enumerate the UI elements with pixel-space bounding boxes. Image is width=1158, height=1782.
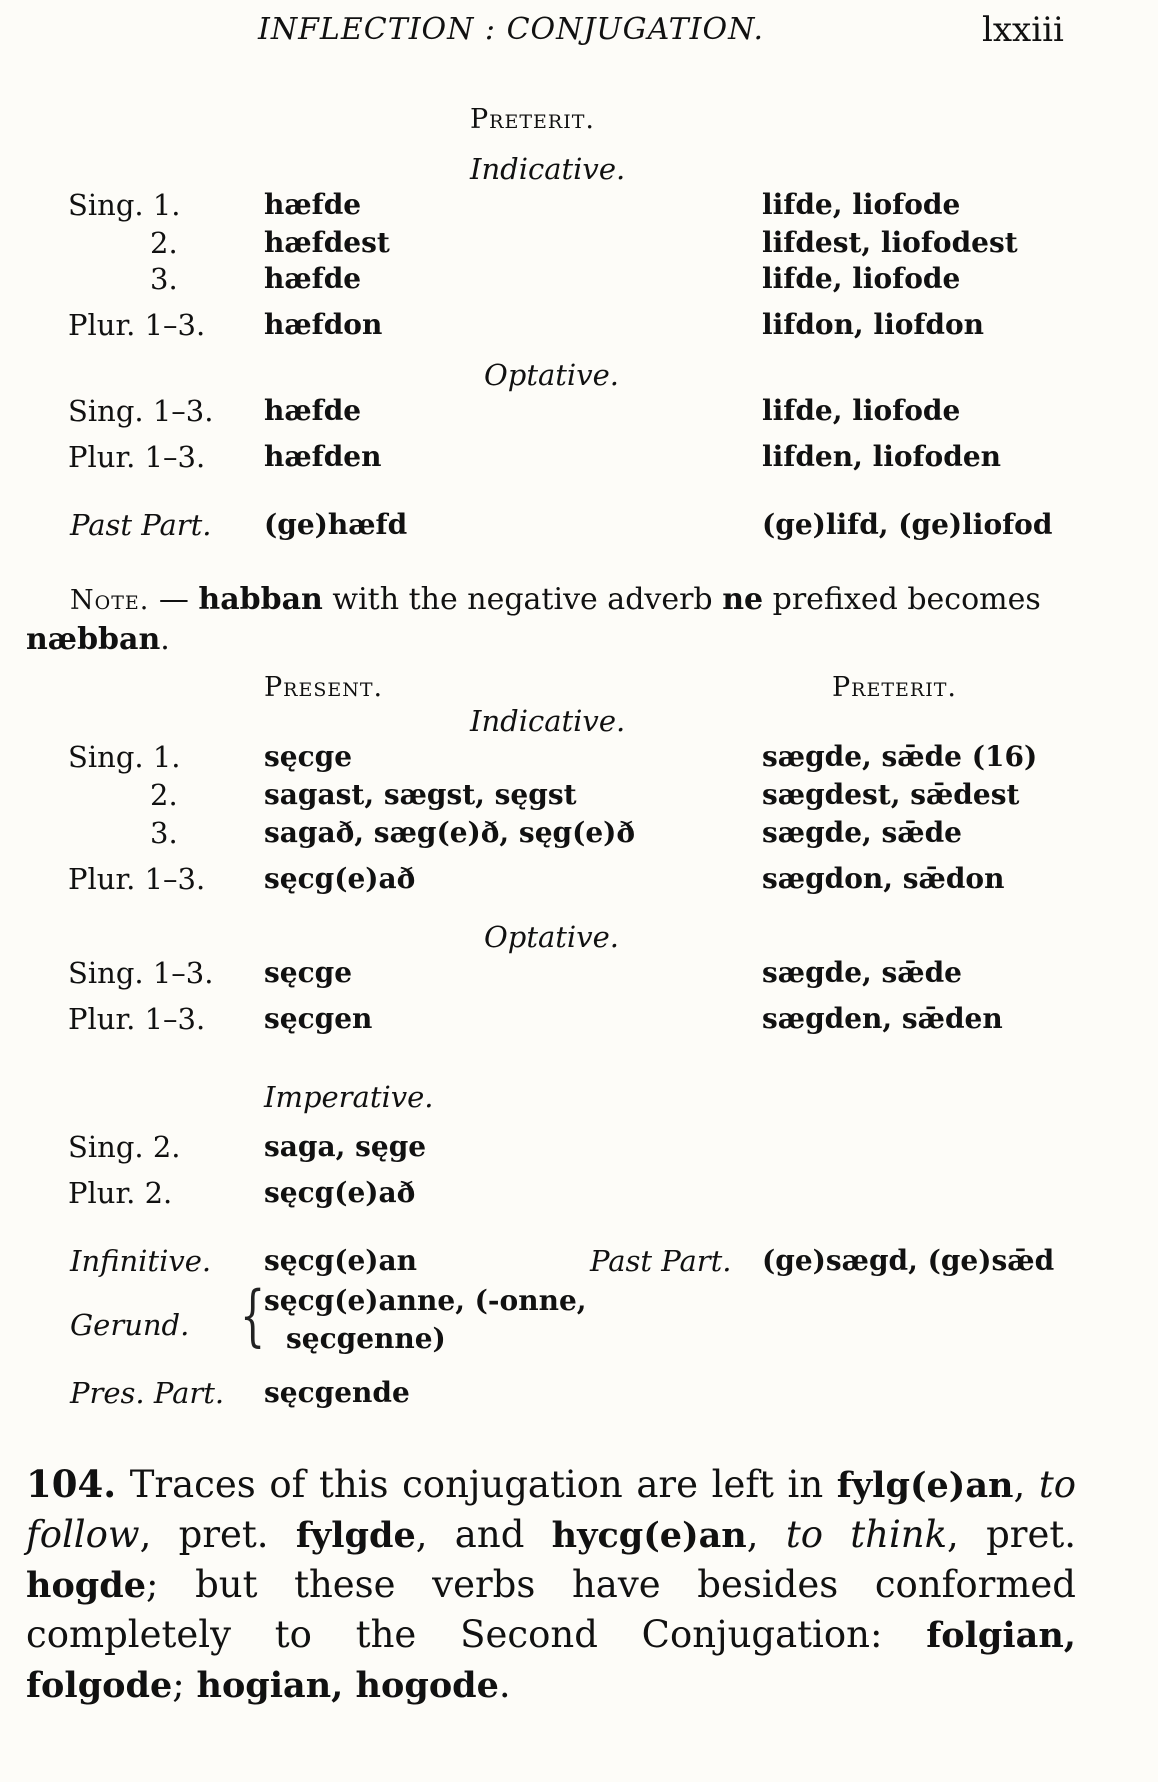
verb-form: sagast, sægst, sęgst: [264, 778, 577, 811]
para-bold: folgian, folgode: [26, 1615, 1076, 1706]
person-label: 3.: [150, 262, 178, 296]
page-number: lxxiii: [982, 10, 1064, 50]
verb-form: sęcg(e)anne, (-onne,: [264, 1284, 587, 1317]
person-label: Plur. 1–3.: [68, 308, 206, 342]
note-label: Note.: [70, 585, 150, 616]
indicative-label: Indicative.: [470, 152, 626, 186]
note-verb: habban: [198, 582, 323, 617]
note-text: with the negative adverb: [322, 582, 723, 617]
verb-form: sægde, sǣde: [762, 956, 962, 989]
note-line-1: [70, 582, 1041, 617]
preterit-heading: Preterit.: [470, 104, 595, 135]
person-label: Sing. 1.: [68, 740, 181, 774]
verb-form: sægdest, sǣdest: [762, 778, 1020, 811]
verb-form: lifdon, liofdon: [762, 308, 985, 341]
verb-form: sægden, sǣden: [762, 1002, 1003, 1035]
verb-form: lifden, liofoden: [762, 440, 1001, 473]
para-text: .: [498, 1663, 511, 1706]
note-dash: —: [149, 582, 199, 617]
verb-form: lifde, liofode: [762, 394, 961, 427]
person-label: Plur. 1–3.: [68, 1002, 206, 1036]
running-head: INFLECTION : CONJUGATION.: [258, 12, 764, 47]
person-label: Plur. 1–3.: [68, 440, 206, 474]
person-label: Plur. 1–3.: [68, 862, 206, 896]
verb-form: sægde, sǣde: [762, 816, 962, 849]
para-text: , pret.: [947, 1513, 1076, 1556]
verb-form: (ge)lifd, (ge)liofod: [762, 508, 1053, 541]
para-text: , and: [415, 1513, 552, 1556]
present-heading: Present.: [264, 672, 384, 703]
verb-form: hæfde: [264, 394, 362, 427]
verb-form: lifdest, liofodest: [762, 226, 1018, 259]
gerund-label: Gerund.: [70, 1308, 190, 1342]
past-part-label: Past Part.: [70, 508, 212, 542]
verb-form: sęcg(e)að: [264, 862, 416, 895]
person-label: Sing. 1–3.: [68, 956, 214, 990]
verb-form: sægde, sǣde (16): [762, 740, 1038, 773]
verb-form: hæfde: [264, 262, 362, 295]
verb-form: hæfdest: [264, 226, 390, 259]
para-text: ; but these verbs have besides conformed completely to the Second Conjugation:: [26, 1563, 1076, 1656]
optative-label: Optative.: [484, 358, 619, 392]
pres-part-label: Pres. Part.: [70, 1376, 225, 1410]
preterit-heading-2: Preterit.: [832, 672, 957, 703]
verb-form: sęcgenne): [286, 1322, 446, 1355]
person-label: Sing. 2.: [68, 1130, 181, 1164]
person-label: 2.: [150, 226, 178, 260]
verb-form: (ge)hæfd: [264, 508, 408, 541]
para-bold: hogde: [26, 1565, 147, 1606]
verb-form: saga, sęge: [264, 1130, 427, 1163]
para-text: , pret.: [139, 1513, 296, 1556]
para-bold: fylg(e)an: [836, 1465, 1014, 1506]
person-label: 3.: [150, 816, 178, 850]
verb-form: hæfdon: [264, 308, 383, 341]
verb-form: (ge)sægd, (ge)sǣd: [762, 1244, 1055, 1277]
verb-form: sægdon, sǣdon: [762, 862, 1005, 895]
note-end: .: [160, 622, 170, 657]
section-number: 104.: [26, 1462, 117, 1506]
infinitive-label: Infinitive.: [70, 1244, 212, 1278]
para-text: Traces of this conjugation are left in: [116, 1463, 837, 1506]
para-text: ;: [172, 1663, 197, 1706]
person-label: Sing. 1–3.: [68, 394, 214, 428]
verb-form: sęcgende: [264, 1376, 410, 1409]
note-line-2: [26, 622, 170, 657]
paragraph-104: [26, 1460, 1076, 1710]
note-ne: ne: [722, 582, 764, 617]
para-bold: fylgde: [295, 1515, 416, 1556]
verb-form: lifde, liofode: [762, 262, 961, 295]
verb-form: sagað, sæg(e)ð, sęg(e)ð: [264, 816, 636, 849]
optative-label: Optative.: [484, 920, 619, 954]
person-label: Plur. 2.: [68, 1176, 173, 1210]
note-text: prefixed becomes: [763, 582, 1041, 617]
past-part-label: Past Part.: [590, 1244, 732, 1278]
imperative-label: Imperative.: [264, 1080, 434, 1114]
verb-form: hæfde: [264, 188, 362, 221]
verb-form: sęcgen: [264, 1002, 373, 1035]
indicative-label: Indicative.: [470, 704, 626, 738]
para-bold: hycg(e)an: [551, 1515, 747, 1556]
verb-form: sęcg(e)að: [264, 1176, 416, 1209]
brace-mark: {: [240, 1277, 266, 1354]
note-result: næbban: [26, 622, 161, 657]
verb-form: sęcg(e)an: [264, 1244, 418, 1277]
para-text: ,: [746, 1513, 786, 1556]
para-bold: hogian, hogode: [196, 1665, 499, 1706]
verb-form: hæfden: [264, 440, 382, 473]
person-label: Sing. 1.: [68, 188, 181, 222]
verb-form: sęcge: [264, 956, 353, 989]
verb-form: sęcge: [264, 740, 353, 773]
para-text: ,: [1013, 1463, 1039, 1506]
para-italic: to follow: [26, 1463, 1076, 1556]
para-italic: to think: [785, 1513, 948, 1556]
verb-form: lifde, liofode: [762, 188, 961, 221]
person-label: 2.: [150, 778, 178, 812]
